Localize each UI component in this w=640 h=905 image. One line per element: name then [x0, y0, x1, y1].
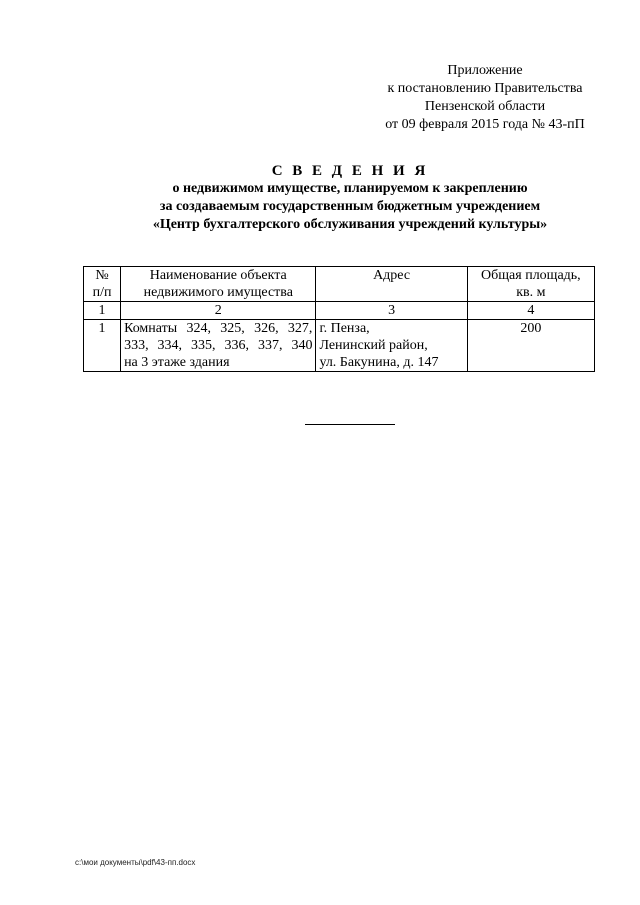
column-number-3: 3: [316, 302, 467, 320]
heading-line-2: за создаваемым государственным бюджетным учреждением: [159, 199, 541, 214]
column-number-4: 4: [467, 302, 594, 320]
table-row: [84, 320, 595, 372]
appendix-block: [330, 62, 640, 134]
document-heading: [30, 162, 640, 234]
column-number-1: 1: [84, 302, 121, 320]
row-address: г. Пенза, Ленинский район, ул. Бакунина, д. 147: [316, 320, 467, 372]
header-area: Общая площадь, кв. м: [467, 267, 594, 302]
header-address: Адрес: [316, 267, 467, 302]
appendix-label: Приложение: [447, 63, 523, 78]
appendix-region: Пензенской области: [424, 99, 546, 114]
column-number-2: 2: [121, 302, 316, 320]
end-separator-line: [305, 424, 395, 425]
appendix-date-number: от 09 февраля 2015 года № 43-пП: [385, 117, 585, 132]
row-object-name: Комнаты 324, 325, 326, 327, 333, 334, 335, 336, 337, 340 на 3 этаже здания: [121, 320, 316, 372]
header-num: № п/п: [84, 267, 121, 302]
property-table: [83, 266, 595, 372]
file-path-footer: c:\мои документы\pdf\43-пп.docx: [75, 858, 196, 867]
heading-line-1: о недвижимом имуществе, планируемом к закреплению: [172, 181, 528, 196]
header-name: Наименование объекта недвижимого имущества: [121, 267, 316, 302]
row-num: 1: [84, 320, 121, 372]
heading-line-3: «Центр бухгалтерского обслуживания учреждений культуры»: [152, 217, 548, 232]
row-area: 200: [467, 320, 594, 372]
column-numbers-row: [84, 302, 595, 320]
table-header-row: [84, 267, 595, 302]
appendix-resolution: к постановлению Правительства: [387, 81, 583, 96]
document-title: С В Е Д Е Н И Я: [271, 163, 429, 179]
